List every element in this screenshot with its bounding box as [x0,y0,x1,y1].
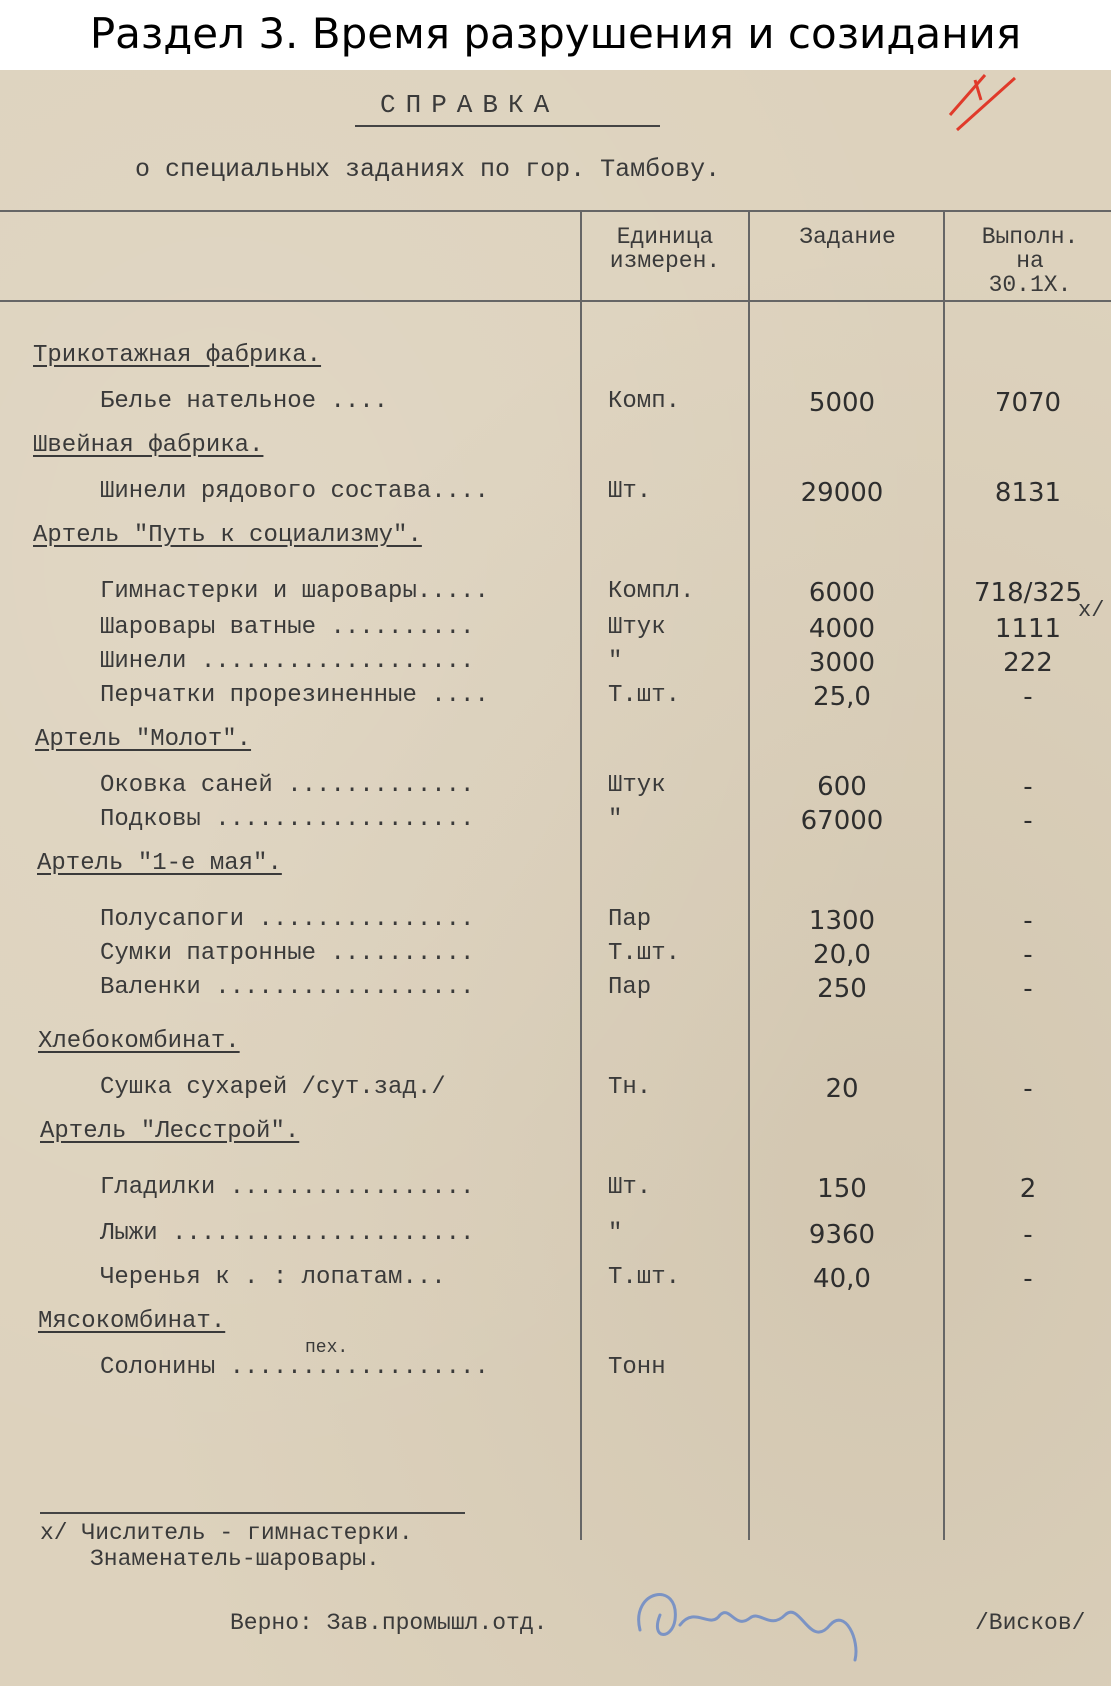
item-done: 1111 [994,614,1062,644]
item-name: Шинели ................... [100,648,475,675]
group-heading: Хлебокомбинат. [38,1028,240,1055]
item-task: 150 [817,1174,867,1204]
verified-by: Верно: Зав.промышл.отд. [230,1610,548,1636]
footnote-line-2: Знаменатель-шаровары. [90,1546,380,1572]
item-task: 3000 [808,648,876,678]
section-title: Раздел 3. Время разрушения и созидания [0,0,1111,68]
item-task: 40,0 [813,1264,871,1294]
handwritten-signature [620,1570,880,1670]
item-unit: Т.шт. [608,940,681,967]
item-task: 20 [825,1074,859,1104]
item-done: - [1023,806,1033,836]
group-heading: Артель "1-е мая". [37,850,282,877]
item-unit: Тонн [608,1354,666,1381]
item-name: Оковка саней ............. [100,772,475,799]
group-heading: Артель "Молот". [35,726,252,753]
item-done: 2 [1019,1174,1037,1204]
item-name: Солонины .................. [100,1354,489,1381]
item-task: 6000 [808,578,876,608]
document-page [0,70,1111,1686]
item-done: - [1023,974,1033,1004]
item-name: Гимнастерки и шаровары..... [100,578,489,605]
item-name: Валенки .................. [100,974,475,1001]
item-unit: Комп. [608,388,681,415]
item-done: - [1023,940,1033,970]
item-task: 600 [817,772,867,802]
item-unit: " [608,648,623,675]
footnote-line-1: х/ Числитель - гимнастерки. [40,1520,413,1546]
item-name: Шаровары ватные .......... [100,614,475,641]
item-unit: Шт. [608,1174,652,1201]
item-unit: Т.шт. [608,1264,681,1291]
item-name: Перчатки прорезиненные .... [100,682,489,709]
item-name: Черенья к . : лопатам... [100,1264,446,1291]
group-heading: Артель "Лесстрой". [40,1118,300,1145]
pex-note: пех. [305,1338,349,1358]
item-task: 25,0 [813,682,871,712]
item-unit: Шт. [608,478,652,505]
item-done: 718/325 [973,578,1082,608]
document-title: СПРАВКА [380,90,560,120]
item-unit: Штук [608,614,666,641]
item-name: Сушка сухарей /сут.зад./ [100,1074,446,1101]
column-divider-1 [580,210,582,1540]
item-task: 29000 [800,478,884,508]
item-done: 222 [1003,648,1053,678]
column-divider-2 [748,210,750,1540]
red-annotation-mark [945,70,1025,145]
item-unit: Штук [608,772,666,799]
item-unit: " [608,806,623,833]
column-divider-3 [943,210,945,1540]
item-task: 9360 [808,1220,876,1250]
item-name: Гладилки ................. [100,1174,475,1201]
item-name: Шинели рядового состава.... [100,478,489,505]
item-done: - [1023,772,1033,802]
item-task: 4000 [808,614,876,644]
item-name: Полусапоги ............... [100,906,475,933]
item-unit: Тн. [608,1074,652,1101]
signer-name: /Висков/ [975,1610,1086,1636]
footnote-marker: x/ [1078,598,1105,623]
group-heading: Мясокомбинат. [38,1308,226,1335]
item-done: - [1023,1074,1033,1104]
item-done: - [1023,1220,1033,1250]
group-heading: Трикотажная фабрика. [33,342,322,369]
item-done: - [1023,906,1033,936]
item-task: 1300 [808,906,876,936]
item-name: Сумки патронные .......... [100,940,475,967]
group-heading: Артель "Путь к социализму". [33,522,422,549]
item-task: 67000 [800,806,884,836]
item-done: 7070 [994,388,1062,418]
item-done: 8131 [994,478,1062,508]
item-unit: " [608,1220,623,1247]
item-unit: Компл. [608,578,695,605]
item-done: - [1023,1264,1033,1294]
header-done: Выполн. на 30.1Х. [981,224,1079,298]
item-name: Белье нательное .... [100,388,389,415]
item-task: 20,0 [813,940,871,970]
item-unit: Пар [608,974,652,1001]
header-task: Задание [799,224,896,250]
item-name: Лыжи ..................... [100,1220,475,1247]
item-name: Подковы .................. [100,806,475,833]
document-subtitle: о специальных заданиях по гор. Тамбову. [135,155,721,184]
item-task: 250 [817,974,867,1004]
item-unit: Пар [608,906,652,933]
title-underline [355,125,660,127]
footnote-rule [40,1512,465,1514]
header-unit: Единица измерен. [609,224,721,274]
item-unit: Т.шт. [608,682,681,709]
group-heading: Швейная фабрика. [33,432,264,459]
item-done: - [1023,682,1033,712]
item-task: 5000 [808,388,876,418]
